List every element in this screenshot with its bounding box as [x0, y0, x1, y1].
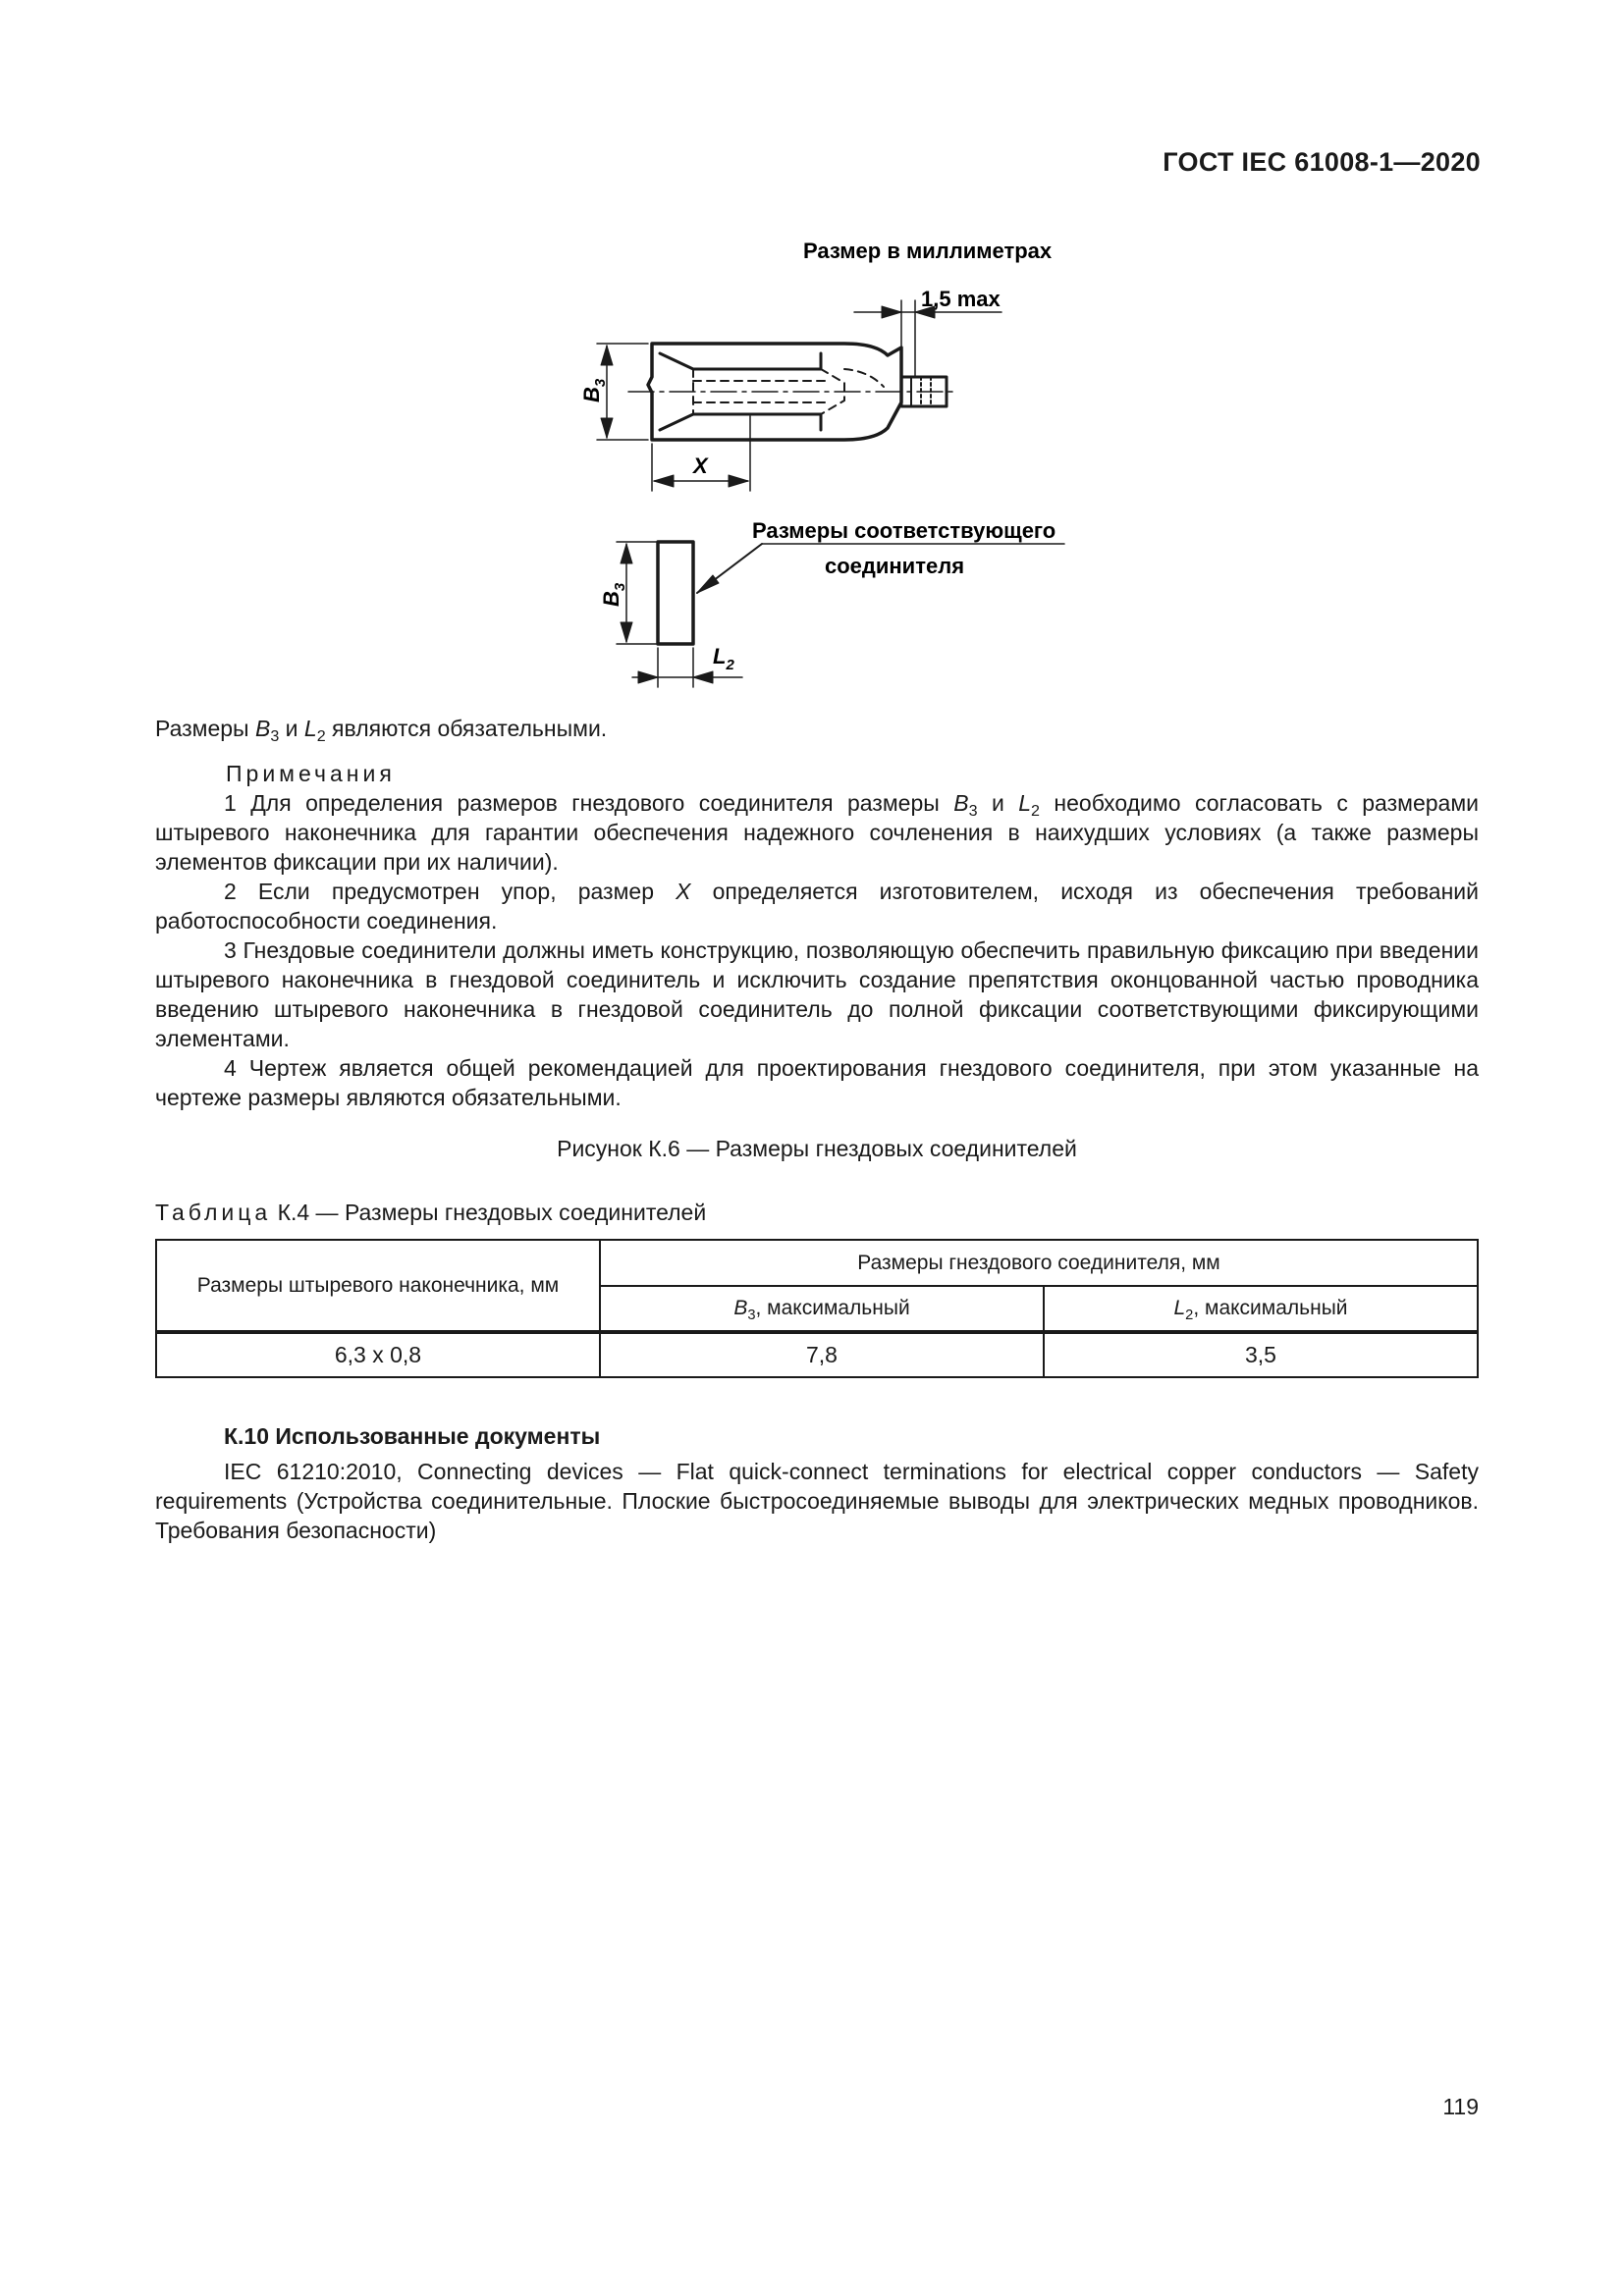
- document-header: ГОСТ IEC 61008-1—2020: [1163, 147, 1481, 177]
- mating-label-line1: Размеры соответствующего: [752, 518, 1056, 543]
- mandatory-dimensions: Размеры $B_3$ и $L_2$ являются обязательными.: [155, 716, 608, 745]
- unit-note: Размер в миллиметрах: [803, 239, 1053, 263]
- notes-title: Примечания: [226, 761, 396, 786]
- note-4: 4 Чертеж является общей рекомендацией для проектирования гнездового соединителя, при этом указанные на чертеже размеры являются обязательными.: [155, 1055, 1479, 1110]
- figure-caption: Рисунок К.6 — Размеры гнездовых соединителей: [557, 1136, 1077, 1161]
- max-label: 1,5 max: [921, 287, 1001, 311]
- section-text: IEC 61210:2010, Connecting devices — Flat quick-connect terminations for electrical copper conductors — Safety requirements (Устройства соединительные. Плоские быстросоединяемые выводы для электрических медных проводников. Требования безопасности): [155, 1459, 1479, 1543]
- section-heading: К.10 Использованные документы: [224, 1423, 601, 1449]
- connector-dimensions-table: [155, 1239, 1479, 1378]
- cell-b3: 7,8: [600, 1332, 1044, 1377]
- col-header-l2: $L_2$, максимальный: [1044, 1286, 1478, 1332]
- b3-label-bottom: $B_3$: [599, 582, 628, 607]
- note-1: 1 Для определения размеров гнездового соединителя размеры $B_3$ и $L_2$ необходимо согласовать с размерами штыревого наконечника для гарантии обеспечения надежного сочленения в наихудших условиях (а также размеры элементов фиксации при их наличии).: [155, 790, 1479, 875]
- cell-tab: 6,3 x 0,8: [156, 1332, 600, 1377]
- cell-l2: 3,5: [1044, 1332, 1478, 1377]
- b3-label-top: $B_3$: [579, 378, 609, 402]
- mating-label-line2: соединителя: [825, 554, 965, 578]
- note-3: 3 Гнездовые соединители должны иметь конструкцию, позволяющую обеспечить правильную фиксацию при введении штыревого наконечника в гнездовой соединитель и исключить создание препятствия оконцованной частью проводника введению штыревого наконечника в гнездовой соединитель до полной фиксации соответствующими фиксирующими элементами.: [155, 937, 1479, 1051]
- page-number: 119: [1442, 2094, 1479, 2119]
- mating-connector-rect: [658, 542, 693, 644]
- note-2: 2 Если предусмотрен упор, размер X определяется изготовителем, исходя из обеспечения требований работоспособности соединения.: [155, 879, 1479, 934]
- col-header-b3: $B_3$, максимальный: [600, 1286, 1044, 1332]
- connector-inner-bottom: [660, 414, 821, 430]
- x-label: X: [693, 454, 708, 478]
- l2-label: $L_2$: [713, 644, 734, 673]
- table-caption: Таблица К.4 — Размеры гнездовых соединителей: [155, 1200, 707, 1225]
- socket-connector-drawing: [0, 0, 1624, 707]
- col-header-tab: Размеры штыревого наконечника, мм: [156, 1240, 600, 1332]
- group-header: Размеры гнездового соединителя, мм: [600, 1240, 1478, 1286]
- connector-inner-top: [660, 353, 821, 369]
- table-row: [156, 1332, 1478, 1377]
